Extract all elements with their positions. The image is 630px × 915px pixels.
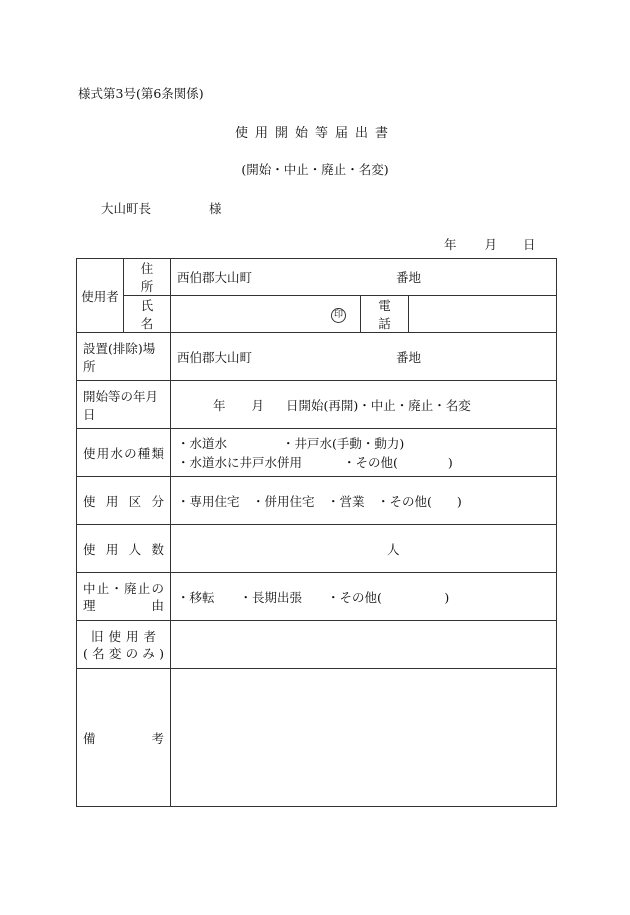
usage-class-label: 使用区分 [77, 477, 171, 525]
phone-field[interactable] [409, 296, 557, 333]
start-options: 開始(再開)・中止・廃止・名変 [298, 397, 471, 413]
date-month: 月 [484, 237, 498, 252]
document-subtitle: (開始・中止・廃止・名変) [241, 162, 389, 177]
seal-mark: 印 [331, 308, 346, 323]
location-field[interactable] [171, 333, 557, 381]
recipient-honorific: 様 [209, 201, 222, 216]
recipient-name: 大山町長 [101, 201, 152, 216]
start-date-row [77, 381, 557, 429]
start-date-field[interactable] [171, 381, 557, 429]
water-opt-combined[interactable]: ・水道水に井戸水併用 [177, 454, 303, 470]
usage-class-options[interactable]: ・専用住宅 ・併用住宅 ・営業 ・その他( ) [171, 477, 557, 525]
water-opt-tap[interactable]: ・水道水 [177, 435, 228, 451]
location-prefix: 西伯郡大山町 [177, 349, 253, 365]
user-count-row [77, 525, 557, 573]
phone-label: 電 話 [361, 296, 409, 333]
remarks-field[interactable] [171, 669, 557, 807]
start-day: 日 [286, 397, 299, 413]
former-user-field[interactable] [171, 621, 557, 669]
remarks-label: 備 考 [77, 669, 171, 807]
water-opt-other[interactable]: ・その他( ) [343, 454, 453, 470]
water-type-label: 使用水の種類 [77, 429, 171, 477]
water-type-options[interactable] [171, 429, 557, 477]
user-count-unit: 人 [387, 541, 400, 557]
user-count-label: 使用人数 [77, 525, 171, 573]
start-date-label: 開始等の年月日 [77, 381, 171, 429]
location-label: 設置(排除)場所 [77, 333, 171, 381]
name-row [77, 296, 557, 333]
water-type-row [77, 429, 557, 477]
address-field[interactable] [171, 259, 557, 296]
name-label: 氏 名 [124, 296, 171, 333]
water-opt-well[interactable]: ・井戸水(手動・動力) [282, 435, 405, 451]
form-number: 様式第3号(第6条関係) [78, 86, 204, 101]
date-line [444, 235, 536, 253]
usage-class-row [77, 477, 557, 525]
location-row [77, 333, 557, 381]
name-field[interactable] [171, 296, 361, 333]
start-year: 年 [213, 397, 226, 413]
former-user-label: 旧使用者 (名変のみ) [77, 621, 171, 669]
date-year: 年 [444, 237, 457, 252]
application-form-table [76, 258, 557, 807]
address-suffix: 番地 [396, 270, 422, 285]
address-label: 住 所 [124, 259, 171, 296]
document-title: 使用開始等届出書 [234, 126, 395, 141]
former-user-row [77, 621, 557, 669]
recipient [101, 199, 222, 217]
reason-label: 中止・廃止の 理 由 [77, 573, 171, 621]
address-row [77, 259, 557, 296]
location-suffix: 番地 [396, 349, 422, 365]
remarks-row [77, 669, 557, 807]
start-month: 月 [251, 397, 265, 413]
user-label: 使用者 [77, 259, 124, 333]
reason-options[interactable]: ・移転 ・長期出張 ・その他( ) [171, 573, 557, 621]
date-day: 日 [523, 237, 536, 252]
address-prefix: 西伯郡大山町 [177, 270, 253, 285]
reason-row [77, 573, 557, 621]
user-count-field[interactable] [171, 525, 557, 573]
